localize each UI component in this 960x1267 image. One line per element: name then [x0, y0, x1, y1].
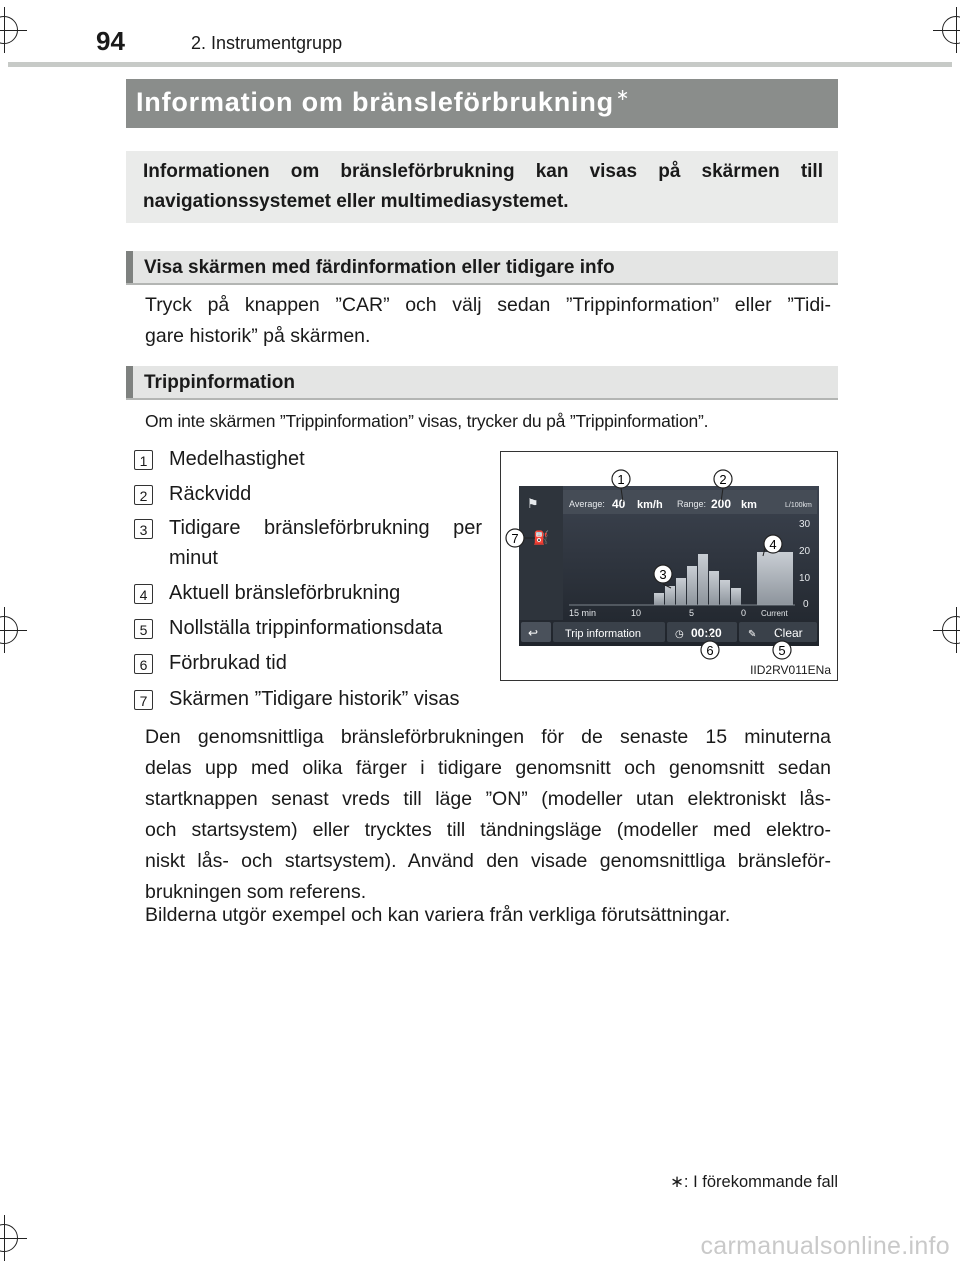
crop-mark-top-right — [942, 16, 960, 44]
section-title: 2. Instrumentgrupp — [191, 33, 343, 53]
current-label: Current — [761, 609, 788, 618]
back-arrow-icon: ↩ — [528, 626, 539, 640]
y-tick: 10 — [799, 573, 811, 584]
callout-leader — [777, 630, 781, 638]
page-title-text: Information om bränsleförbrukning — [136, 87, 614, 117]
x-tick: 10 — [631, 608, 642, 618]
fuel-unit: L/100km — [785, 502, 812, 509]
header-rule — [8, 62, 952, 67]
crop-mark-bottom-left — [0, 1224, 18, 1252]
callout-leader — [763, 548, 765, 556]
list-item: Tidigare bränsleförbrukning per — [169, 517, 482, 539]
eraser-icon: ✎ — [748, 629, 757, 640]
body-line: Tryck på knappen ”CAR” och välj sedan ”Trippinformation” eller ”Tidi- — [145, 294, 831, 316]
range-unit: km — [741, 499, 757, 511]
figure-code: IID2RV011ENa — [750, 663, 831, 677]
list-number: 1 — [134, 450, 153, 470]
list-item: Medelhastighet — [169, 448, 305, 470]
fuel-pump-icon: ⛽ — [533, 531, 550, 546]
list-number: 6 — [134, 654, 153, 674]
callout-1-label: 1 — [617, 472, 625, 487]
callout-leader — [721, 488, 723, 502]
heading-marker — [126, 251, 133, 283]
callout-leader — [621, 488, 623, 502]
list-number: 7 — [134, 690, 153, 710]
callout-3-label: 3 — [659, 567, 667, 582]
subsection-heading-bar — [126, 251, 838, 285]
callout-leader — [707, 630, 711, 638]
list-number: 5 — [134, 619, 153, 639]
page-number: 94 — [96, 26, 125, 56]
list-item: Förbrukad tid — [169, 652, 287, 674]
callout-5-label: 5 — [778, 643, 786, 658]
paragraph-line: startknappen senast vreds till läge ”ON” (modeller utan elektroniskt lås- — [145, 788, 831, 810]
elapsed-time: 00:20 — [691, 626, 722, 640]
clear-label: Clear — [774, 626, 803, 640]
explanation-paragraph — [145, 722, 831, 908]
flag-icon: ⚑ — [527, 497, 539, 512]
title-footnote-marker: ∗ — [615, 87, 631, 104]
callout-6-label: 6 — [706, 643, 714, 658]
list-item: Räckvidd — [169, 483, 252, 505]
subsection-heading: Visa skärmen med färdinformation eller tidigare info — [144, 257, 615, 278]
range-value: 200 — [711, 497, 732, 511]
clock-icon: ◷ — [675, 629, 684, 640]
y-tick: 30 — [799, 519, 811, 530]
page-title — [136, 87, 630, 118]
y-tick: 20 — [799, 546, 811, 557]
paragraph-line: och startsystem) eller trycktes till tändningsläge (modeller med elektro- — [145, 819, 831, 841]
list-number: 3 — [134, 519, 153, 539]
subsection-heading-bar — [126, 366, 838, 400]
title-banner — [126, 79, 838, 128]
list-number: 4 — [134, 584, 153, 604]
average-label: Average: — [569, 499, 605, 509]
trip-information-label: Trip information — [565, 628, 642, 640]
subsection-body — [145, 290, 831, 352]
callout-leader — [663, 584, 671, 588]
crop-mark-mid-right — [942, 616, 960, 644]
paragraph-line: delas upp med olika färger i tidigare genomsnitt och genomsnitt sedan — [145, 757, 831, 779]
paragraph-line: brukningen som referens. — [145, 881, 367, 903]
paragraph-line: Den genomsnittliga bränsleförbrukningen för de senaste 15 minuterna — [145, 726, 831, 748]
intro-box — [126, 151, 838, 223]
crop-mark-mid-left — [0, 616, 18, 644]
list-item-continued: minut — [169, 547, 218, 569]
range-label: Range: — [677, 499, 707, 509]
intro-text: Informationen om bränsleförbrukning kan visas på skärmen till navigationssystemet eller multimediasystemet. — [143, 161, 823, 212]
heading-marker — [126, 366, 133, 398]
list-number: 2 — [134, 485, 153, 505]
average-unit: km/h — [637, 499, 663, 511]
crop-mark-top-left — [0, 16, 18, 44]
list-item: Skärmen ”Tidigare historik” visas — [169, 688, 460, 710]
x-tick: 15 min — [569, 608, 597, 618]
subsection-heading: Trippinformation — [144, 372, 295, 393]
disclaimer-paragraph: Bilderna utgör exempel och kan variera från verkliga förutsättningar. — [145, 904, 731, 926]
average-value: 40 — [612, 497, 626, 511]
watermark: carmanualsonline.info — [700, 1232, 950, 1260]
list-item: Aktuell bränsleförbrukning — [169, 582, 401, 604]
callout-4-label: 4 — [769, 537, 777, 552]
subsection-body: Om inte skärmen ”Trippinformation” visas, trycker du på ”Trippinformation”. — [145, 411, 709, 431]
x-tick: 5 — [689, 608, 695, 618]
footnote: ∗: I förekommande fall — [670, 1173, 838, 1191]
y-tick: 0 — [803, 599, 809, 610]
paragraph-line: niskt lås- och startsystem). Använd den visade genomsnittliga bränsleför- — [145, 850, 831, 872]
body-line: gare historik” på skärmen. — [145, 325, 371, 347]
x-tick: 0 — [741, 608, 747, 618]
figure-callouts — [501, 452, 839, 682]
callout-2-label: 2 — [719, 472, 727, 487]
callout-7-label: 7 — [511, 531, 519, 546]
list-item: Nollställa trippinformationsdata — [169, 617, 443, 639]
trip-information-figure — [500, 451, 838, 681]
